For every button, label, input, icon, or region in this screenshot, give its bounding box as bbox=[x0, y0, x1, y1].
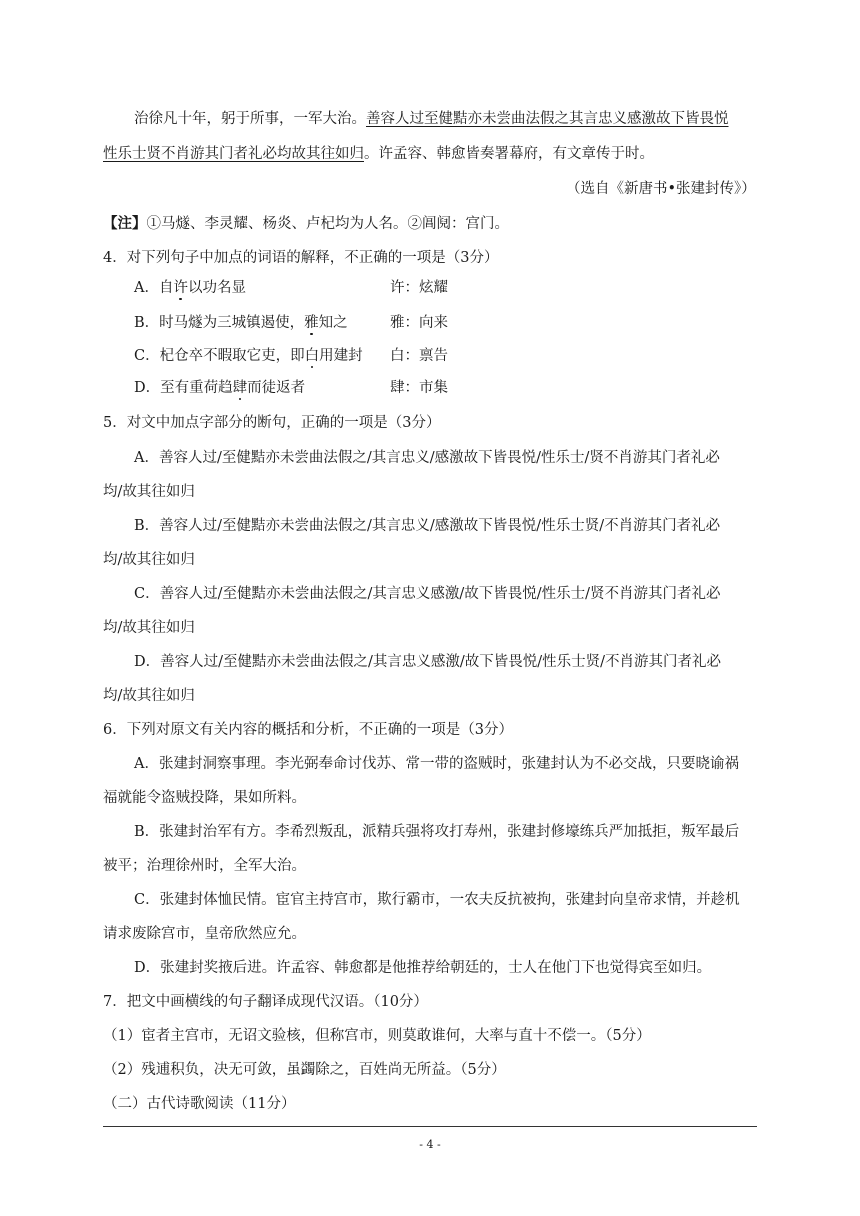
q5-option-d: D．善容人过/至健黠亦未尝曲法假之/其言忠义感激/故下皆畏悦/性乐士贤/不肖游其门者礼必 bbox=[134, 654, 722, 670]
q6-option-a-cont: 福就能令盗贼投降，果如所料。 bbox=[103, 790, 306, 806]
q5-option-b: B．善容人过/至健黠亦未尝曲法假之/其言忠义/感激故下皆畏悦/性乐士贤/不肖游其门者礼必 bbox=[134, 518, 721, 534]
q7-sentence-2: （2）残逋积负，决无可敛，虽蠲除之，百姓尚无所益。（5分） bbox=[103, 1062, 506, 1078]
q6-option-d: D．张建封奖掖后进。许孟容、韩愈都是他推荐给朝廷的，士人在他门下也觉得宾至如归。 bbox=[134, 960, 712, 976]
q5-option-b-cont: 均/故其往如归 bbox=[103, 552, 195, 568]
dotted-word: 许 bbox=[173, 280, 188, 296]
passage-line bbox=[103, 144, 654, 164]
dotted-word: 肆 bbox=[232, 380, 248, 396]
passage-text: 治徐凡十年，躬于所事，一军大治。 bbox=[134, 111, 366, 127]
q6-option-a: A．张建封洞察事理。李光弼奉命讨伐苏、常一带的盗贼时，张建封认为不必交战，只要晓谕祸 bbox=[134, 756, 739, 772]
underlined-sentence: 性乐士贤不肖游其门者礼必均故其往如归 bbox=[103, 146, 364, 162]
option-gloss: 白：禀告 bbox=[390, 348, 448, 364]
q4-option-a: A．自许以功名显 许：炫耀 bbox=[134, 280, 448, 296]
q4-option-b: B．时马燧为三城镇遏使，雅知之 雅：向来 bbox=[134, 315, 448, 331]
q4-option-d: D．至有重荷趋肆而徒返者 肆：市集 bbox=[134, 380, 448, 396]
question-6-stem: 6．下列对原文有关内容的概括和分析，不正确的一项是（3分） bbox=[103, 722, 513, 738]
passage-line bbox=[134, 109, 729, 129]
q6-option-c: C．张建封体恤民情。宦官主持宫市，欺行霸市，一农夫反抗被拘，张建封向皇帝求情，并趁机 bbox=[134, 892, 740, 908]
option-gloss: 许：炫耀 bbox=[390, 280, 448, 296]
dotted-word: 雅 bbox=[304, 315, 319, 331]
q6-option-c-cont: 请求废除宫市，皇帝欣然应允。 bbox=[103, 926, 306, 942]
underlined-sentence: 善容人过至健黠亦未尝曲法假之其言忠义感激故下皆畏悦 bbox=[366, 111, 729, 127]
annotation-note bbox=[103, 214, 509, 234]
page-number: - 4 - bbox=[419, 1138, 441, 1151]
q6-option-b: B．张建封治军有方。李希烈叛乱，派精兵强将攻打寿州，张建封修壕练兵严加抵拒，叛军最后 bbox=[134, 824, 740, 840]
q5-option-c: C．善容人过/至健黠亦未尝曲法假之/其言忠义感激/故下皆畏悦/性乐士/贤不肖游其门者礼必 bbox=[134, 586, 721, 602]
note-text: ①马燧、李灵耀、杨炎、卢杞均为人名。②阊阋：宫门。 bbox=[146, 216, 509, 232]
passage-text: 。许孟容、韩愈皆奏署幕府，有文章传于时。 bbox=[364, 146, 654, 162]
q5-option-d-cont: 均/故其往如归 bbox=[103, 688, 195, 704]
q5-option-a-cont: 均/故其往如归 bbox=[103, 484, 195, 500]
question-5-stem: 5．对文中加点字部分的断句，正确的一项是（3分） bbox=[103, 415, 441, 431]
q4-option-c: C．杞仓卒不暇取它吏，即白用建封 白：禀告 bbox=[134, 348, 448, 364]
option-gloss: 雅：向来 bbox=[390, 315, 448, 331]
dotted-word: 白 bbox=[304, 348, 320, 364]
source-citation: （选自《新唐书•张建封传》） bbox=[566, 181, 756, 197]
question-7-stem: 7．把文中画横线的句子翻译成现代汉语。（10分） bbox=[103, 994, 428, 1010]
option-gloss: 肆：市集 bbox=[390, 380, 448, 396]
q6-option-b-cont: 被平；治理徐州时，全军大治。 bbox=[103, 858, 306, 874]
q7-sentence-1: （1）宦者主宫市，无诏文验核，但称宫市，则莫敢谁何，大率与直十不偿一。（5分） bbox=[103, 1028, 651, 1044]
q5-option-c-cont: 均/故其往如归 bbox=[103, 620, 195, 636]
note-tag: 【注】 bbox=[103, 215, 147, 232]
section-heading: （二）古代诗歌阅读（11分） bbox=[103, 1096, 296, 1112]
q5-option-a: A．善容人过/至健黠亦未尝曲法假之/其言忠义/感激故下皆畏悦/性乐士/贤不肖游其门者礼必 bbox=[134, 450, 720, 466]
footer-divider bbox=[103, 1126, 757, 1127]
question-4-stem: 4．对下列句子中加点的词语的解释，不正确的一项是（3分） bbox=[103, 250, 499, 266]
